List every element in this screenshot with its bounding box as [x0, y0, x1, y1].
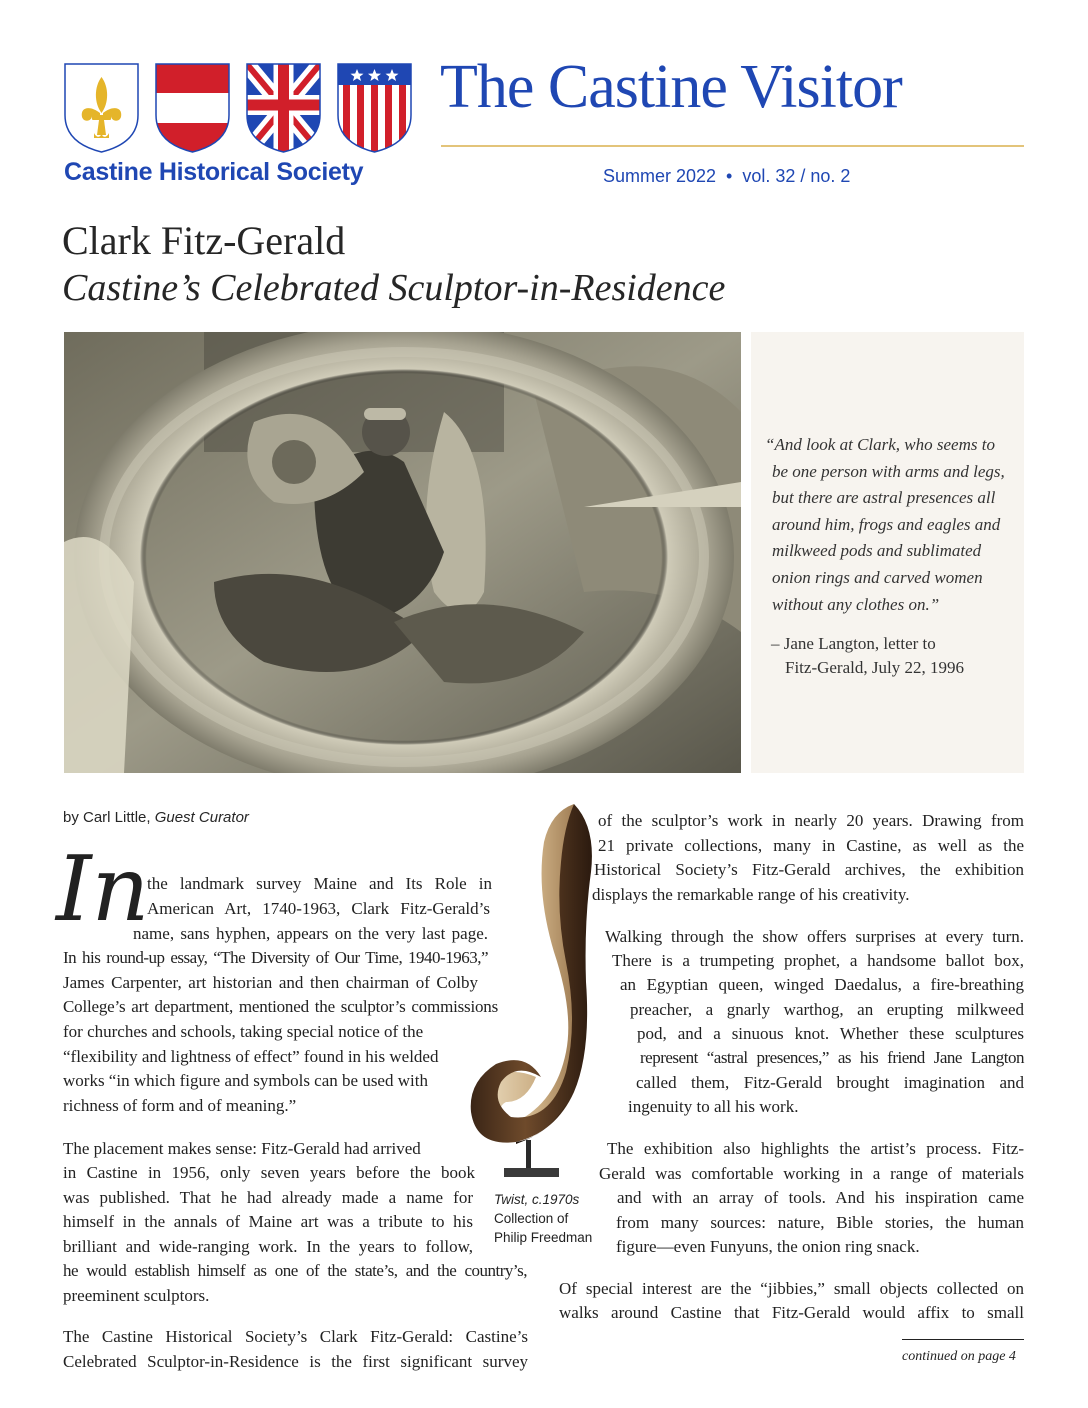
text-line: There is a trumpeting prophet, a handsome ballot box,	[612, 951, 1024, 970]
text-line: of the sculptor’s work in nearly 20 years. Drawing from	[598, 811, 1024, 830]
text-line: 21 private collections, many in Castine, as well as the	[598, 836, 1024, 855]
attribution-line: – Jane Langton, letter to	[771, 634, 936, 653]
text-line: Historical Society’s Fitz-Gerald archives, the exhibition	[594, 860, 1024, 879]
text-line: preacher, a gnarly warthog, an erupting milkweed	[630, 1000, 1024, 1019]
text-line: was published. That he had already made a name for	[63, 1188, 473, 1207]
quote-line: but there are astral presences all	[772, 488, 996, 508]
twist-sculpture-image	[456, 802, 606, 1184]
sculpture-caption	[494, 1190, 592, 1247]
union-jack-shield-icon	[246, 63, 321, 153]
text-line: American Art, 1740-1963, Clark Fitz-Gerald’s	[147, 899, 490, 918]
us-flag-shield-icon	[337, 63, 412, 153]
text-line: walks around Castine that Fitz-Gerald would affix to small	[559, 1303, 1024, 1322]
pull-quote-box	[751, 332, 1024, 773]
text-line: the landmark survey Maine and Its Role in	[147, 874, 492, 893]
newsletter-title: The Castine Visitor	[440, 53, 902, 121]
continued-rule	[902, 1339, 1024, 1340]
text-line: James Carpenter, art historian and then chairman of Colby	[63, 973, 478, 992]
text-line: Gerald was comfortable working in a range of materials	[599, 1164, 1024, 1183]
text-line: In his round-up essay, “The Diversity of Our Time, 1940-1963,”	[63, 948, 488, 967]
quote-line: be one person with arms and legs,	[772, 461, 1005, 481]
sculptor-studio-photo	[64, 332, 741, 773]
continued-link[interactable]: continued on page 4	[902, 1349, 1016, 1364]
text-line: The placement makes sense: Fitz-Gerald had arrived	[63, 1139, 421, 1158]
text-line: richness of form and of meaning.”	[63, 1096, 297, 1115]
article-headline: Clark Fitz-Gerald	[62, 218, 346, 263]
text-line: Celebrated Sculptor-in-Residence is the first significant survey	[63, 1352, 528, 1371]
caption-title: Twist, c.1970s	[494, 1192, 580, 1207]
text-line: brilliant and wide-ranging work. In the years to follow,	[63, 1237, 473, 1256]
fleur-de-lis-shield-icon	[64, 63, 139, 153]
text-line: The Castine Historical Society’s Clark Fitz-Gerald: Castine’s	[63, 1327, 528, 1346]
quote-line: milkweed pods and sublimated	[772, 541, 982, 561]
text-line: from many sources: nature, Bible stories, the human	[616, 1213, 1024, 1232]
byline-role: Guest Curator	[154, 809, 249, 826]
text-line: figure—even Funyuns, the onion ring snack.	[616, 1237, 920, 1256]
quote-line: without any clothes on.”	[772, 594, 940, 614]
caption-line: Collection of	[494, 1211, 569, 1226]
society-name: Castine Historical Society	[64, 158, 364, 186]
attribution-line: Fitz-Gerald, July 22, 1996	[785, 658, 964, 677]
text-line: name, sans hyphen, appears on the very last page.	[133, 924, 488, 943]
quote-attribution	[771, 632, 1011, 680]
byline	[63, 809, 249, 826]
caption-line: Philip Freedman	[494, 1230, 593, 1245]
text-line: pod, and a sinuous knot. Whether these sculptures	[637, 1024, 1024, 1043]
dutch-flag-shield-icon	[155, 63, 230, 153]
text-line: himself in the annals of Maine art was a tribute to his	[63, 1212, 473, 1231]
text-line: called them, Fitz-Gerald brought imagination and	[636, 1073, 1024, 1092]
drop-cap: In	[56, 837, 150, 942]
text-line: he would establish himself as one of the state’s, and the country’s,	[63, 1261, 527, 1280]
text-line: preeminent sculptors.	[63, 1286, 210, 1305]
quote-line: around him, frogs and eagles and	[772, 514, 1001, 534]
article-subhead: Castine’s Celebrated Sculptor-in-Residence	[62, 267, 726, 309]
text-line: The exhibition also highlights the artist’s process. Fitz-	[607, 1139, 1024, 1158]
text-line: represent “astral presences,” as his friend Jane Langton	[640, 1048, 1024, 1067]
masthead-rule	[441, 145, 1024, 147]
issue-line: Summer 2022 • vol. 32 / no. 2	[603, 166, 851, 186]
pull-quote	[765, 432, 1017, 618]
text-line: ingenuity to all his work.	[628, 1097, 799, 1116]
byline-author: by Carl Little,	[63, 809, 155, 826]
text-line: “flexibility and lightness of effect” found in his welded	[63, 1047, 439, 1066]
quote-line: “And look at Clark, who seems to	[765, 435, 995, 454]
text-line: and with an array of tools. And his inspiration came	[617, 1188, 1024, 1207]
text-line: Walking through the show offers surprises at every turn.	[605, 927, 1024, 946]
quote-line: onion rings and carved women	[772, 567, 983, 587]
text-line: for churches and schools, taking special notice of the	[63, 1022, 424, 1041]
text-line: Of special interest are the “jibbies,” small objects collected on	[559, 1279, 1024, 1298]
text-line: works “in which figure and symbols can be used with	[63, 1071, 428, 1090]
text-line: College’s art department, mentioned the sculptor’s commissions	[63, 997, 498, 1016]
text-line: displays the remarkable range of his creativity.	[592, 885, 910, 904]
text-line: in Castine in 1956, only seven years before the book	[63, 1163, 475, 1182]
text-line: an Egyptian queen, winged Daedalus, a fire-breathing	[620, 975, 1024, 994]
